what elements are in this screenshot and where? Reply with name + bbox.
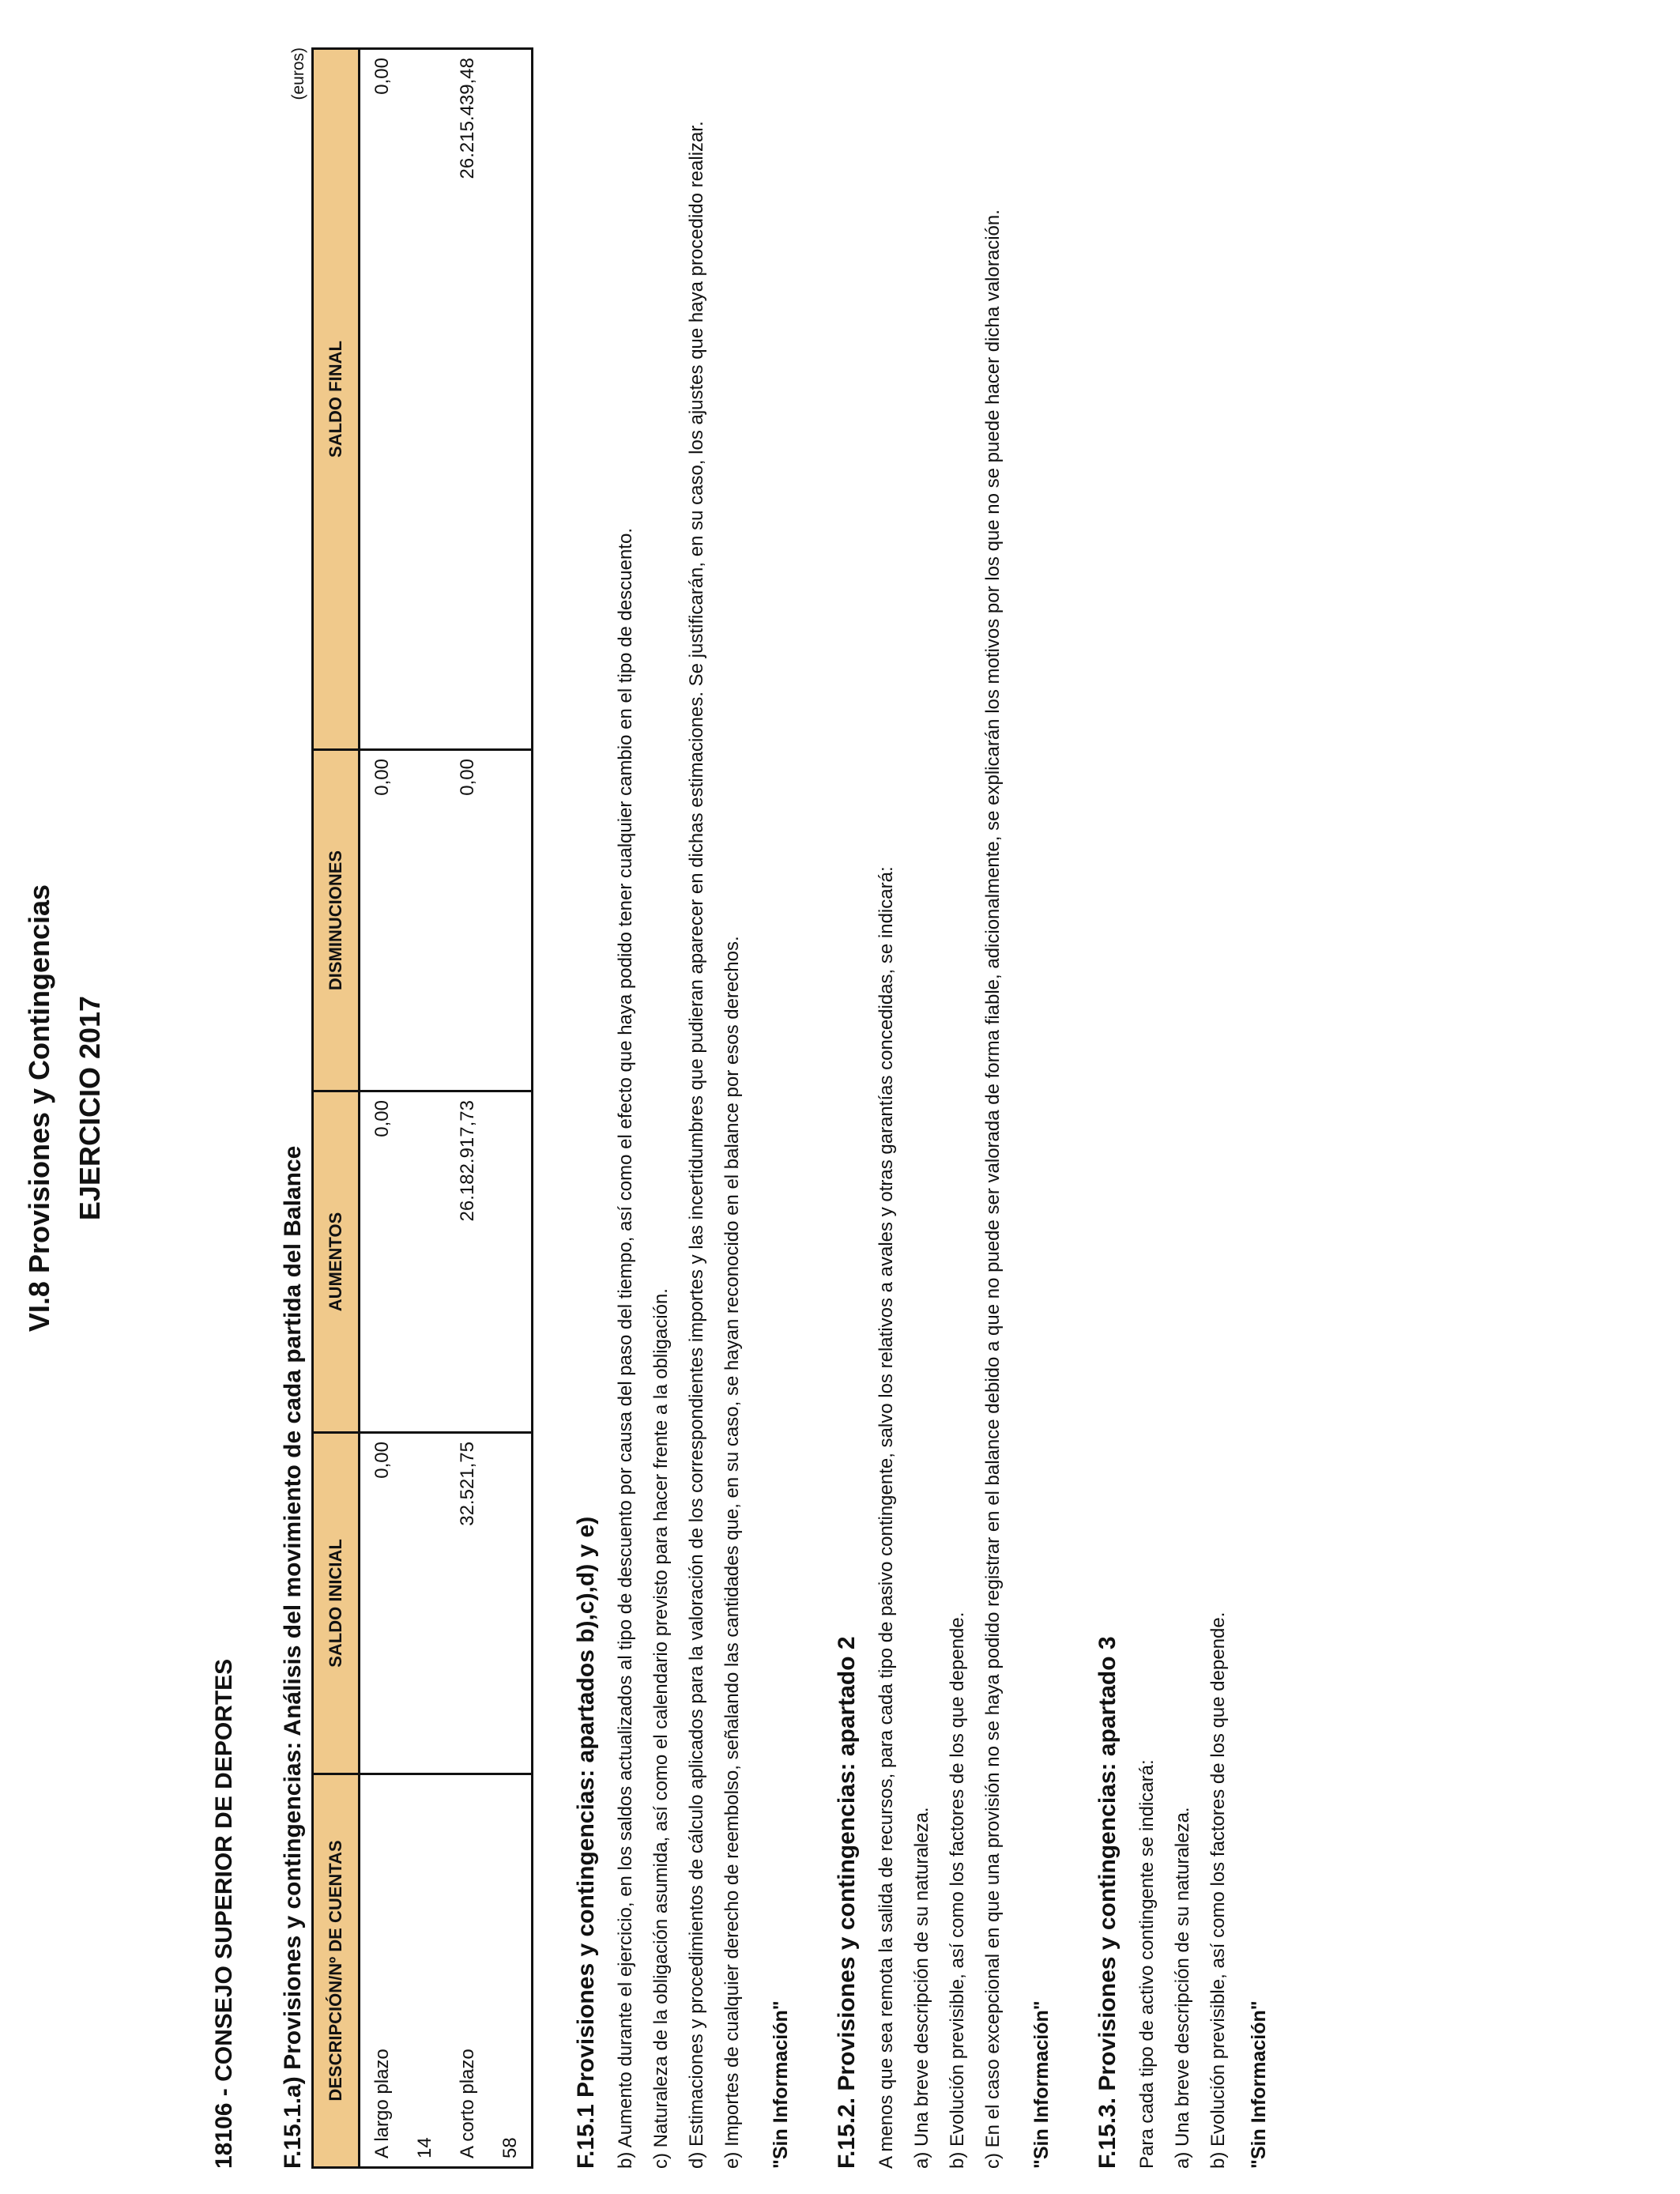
f151-paragraph-b: b) Aumento durante el ejercicio, en los saldos actualizados al tipo de descuento por causa del paso del tiempo, así como el efecto que haya podido tener cualquier cambio en el tipo de descuento. [615,528,636,2169]
table-row [360,49,405,2168]
row-saldo-final: 0,00 [360,49,405,750]
empty-cell [405,750,446,1091]
empty-cell [490,49,533,750]
organization-name: 18106 - CONSEJO SUPERIOR DE DEPORTES [211,1658,237,2169]
f151-paragraph-d: d) Estimaciones y procedimientos de cálculo aplicados para la valoración de los correspondientes importes y las incertidumbres que pudieran aparecer en dichas estimaciones. Se justificarán, en su caso, los ajustes que haya procedido realizar. [686,121,707,2169]
provisions-table [311,47,533,2169]
f153-item-a: a) Una breve descripción de su naturaleza. [1172,1807,1193,2169]
f153-no-info: "Sin Información" [1248,2000,1270,2169]
col-header-saldo-final: SALDO FINAL [313,49,360,750]
table-header-row [313,49,360,2168]
row-saldo-inicial: 0,00 [360,1433,405,1774]
row-description: A corto plazo [446,1774,490,2168]
f153-item-b: b) Evolución previsible, así como los factores de los que depende. [1207,1612,1229,2169]
f153-intro: Para cada tipo de activo contingente se indicará: [1136,1759,1158,2169]
row-description: A largo plazo [360,1774,405,2168]
f152-item-b: b) Evolución previsible, así como los factores de los que depende. [947,1612,968,2169]
f152-item-a: a) Una breve descripción de su naturaleza. [911,1807,932,2169]
f151-paragraph-e: e) Importes de cualquier derecho de reembolso, señalando las cantidades que, en su caso, se hayan reconocido en el balance por esos derechos. [721,936,743,2169]
fiscal-year-title: EJERCICIO 2017 [73,995,106,1221]
f151-no-info: "Sin Información" [770,2000,792,2169]
empty-cell [405,1433,446,1774]
col-header-descripcion: DESCRIPCIÓN/Nº DE CUENTAS [313,1774,360,2168]
f151-paragraph-c: c) Naturaleza de la obligación asumida, así como el calendario previsto para hacer frente a la obligación. [650,1288,672,2169]
f152-no-info: "Sin Información" [1030,2000,1053,2169]
row-account: 14 [405,1774,446,2168]
empty-cell [405,49,446,750]
row-account: 58 [490,1774,533,2168]
f151-heading: F.15.1 Provisiones y contingencias: apartados b),c),d) y e) [573,1516,599,2169]
table-row-account [405,49,446,2168]
row-disminuciones: 0,00 [446,750,490,1091]
row-aumentos: 26.182.917,73 [446,1091,490,1433]
col-header-saldo-inicial: SALDO INICIAL [313,1433,360,1774]
row-disminuciones: 0,00 [360,750,405,1091]
empty-cell [405,1091,446,1433]
f153-heading: F.15.3. Provisiones y contingencias: apartado 3 [1094,1636,1121,2169]
row-saldo-final: 26.215.439,48 [446,49,490,750]
f152-heading: F.15.2. Provisiones y contingencias: apartado 2 [834,1636,860,2169]
col-header-disminuciones: DISMINUCIONES [313,750,360,1091]
f152-intro: A menos que sea remota la salida de recursos, para cada tipo de pasivo contingente, salvo los relativos a avales y otras garantías concedidas, se indicará: [876,866,897,2169]
row-saldo-inicial: 32.521,75 [446,1433,490,1774]
f152-item-c: c) En el caso excepcional en que una provisión no se haya podido registrar en el balance debido a que no puede ser valorada de forma fiable, adicionalmente, se explicarán los motivos por los que no se puede hacer dicha valoración. [982,209,1004,2169]
report-title: VI.8 Provisiones y Contingencias [23,884,55,1333]
table-row [446,49,490,2168]
empty-cell [490,750,533,1091]
units-label: (euros) [289,47,307,100]
empty-cell [490,1433,533,1774]
f151a-heading: F.15.1.a) Provisiones y contingencias: Análisis del movimiento de cada partida del Balance [280,1145,306,2169]
col-header-aumentos: AUMENTOS [313,1091,360,1433]
empty-cell [490,1091,533,1433]
row-aumentos: 0,00 [360,1091,405,1433]
table-row-account [490,49,533,2168]
